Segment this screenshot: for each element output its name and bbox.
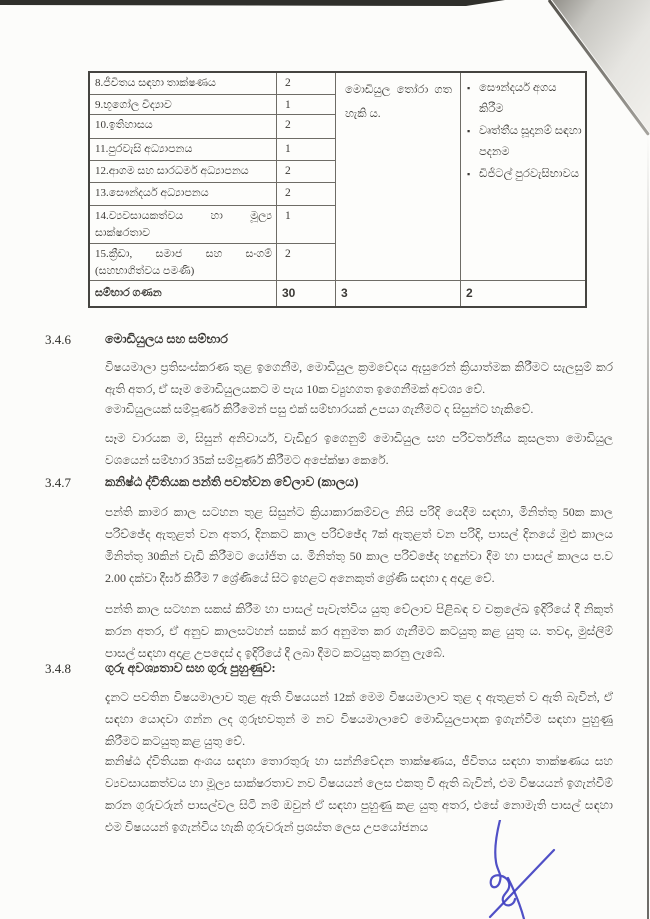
paragraph: දැනට පවතින විෂයමාලාව තුළ ඇති විෂයයන් 12ක් මෙම විෂයමාලාව තුළ ද ඇතුළත් ව ඇති බැවින්, ඒ සඳහා යොදවා ගන්න ලද ගුරුභවතුන් ම නව විෂයමාලාවේ මොඩියුලපාදක ඉගැන්වීම සඳහා පුහුණු කිරීමට කටයුතු කළ යුතු වේ. [105, 690, 613, 748]
table-cell-periods: 2 [277, 161, 336, 183]
table-cell-subject: 9.භූගෝල විද්‍යාව [90, 95, 277, 115]
paragraph: කනිෂ්ඨ ද්විතියක අංශය සඳහා තොරතුරු හා සන්නිවේදන තාක්ෂණය, ජීවිතය සඳහා තාක්ෂණය සහ ව්‍යවසායකත්වය හා මූල්‍ය සාක්ෂරතාව නව විෂයයන් ලෙස එකතු වී ඇති බැවින්, එම විෂයයන් ඉගැන්වීම් කරන ගුරුවරුන් පාසල්වල සිටී නම් ඔවුන් ඒ සඳහා පුහුණු කළ යුතු අතර, එසේ නොමැති පාසල් සඳහා එම විෂයයන් ඉගැන්විය හැකි ගුරුවරුන් ප්‍රශස්ත ලෙස උපයෝජනය [105, 754, 613, 834]
paragraph: සෑම වාරයක ම, සිසුන් අනිවාර්ය, වැඩිදුර ඉගෙනුම් මොඩියුල සහ පරිවර්තනීය කුසලතා මොඩියුල වශයෙන් සම්භාර 35ක් සම්පූර්ණ කිරීමට අපේක්ෂා කෙරේ. [105, 431, 613, 467]
subjects-credits-table [88, 71, 587, 308]
table-cell-subject: 12.ආගම සහ සාරධර්ම අධ්‍යාපනය [90, 161, 277, 183]
square-bullet-icon: ▪ [467, 126, 471, 136]
table-total-label: සම්භාර ගණන [90, 281, 277, 306]
outcome-label: ඩිජිටල් පුරවැසිභාවය [479, 168, 580, 180]
table-cell-periods: 2 [277, 115, 336, 139]
outcome-label: වෘත්තීය සූදානම් සඳහා පදනම [479, 125, 582, 158]
table-cell-subject: 14.ව්‍යවසායකත්වය හා මූල්‍ය සාක්ෂරතාව [90, 206, 277, 244]
paragraph: පන්ති කාල සටහන සකස් කිරීම හා පාසල් පැවැත්විය යුතු වේලාව පිළිබඳ ව චක්‍රලේඛ ඉදිරියේ දී නිකුත් කරන අතර, ඒ අනුව කාලසටහන් සකස් කර අනුමත කර ගැනීමට කටයුතු කළ යුතු ය. තවද, මුස්ලිම් පාසල් සඳහා අදාළ උපදෙස් ද ඉදිරියේ දී ලබා දීමට කටයුතු කරනු ලැබේ. [105, 602, 613, 660]
section-number: 3.4.7 [45, 475, 71, 490]
paragraph: මොඩියුලයක් සම්පූර්ණ කිරීමෙන් පසු එක් සම්භාරයක් උපයා ගැනීමට ද සිසුන්ට හැකිවේ. [105, 402, 534, 416]
handwritten-signature [462, 820, 572, 919]
section-title: කනිෂ්ඨ ද්විතියක පන්ති පවත්වන වේලාව (කාලය) [105, 475, 359, 489]
table-cell-subject: 15.ක්‍රීඩා, සමාජ සහ සංගම් (සහභාගිත්වය පමණි) [90, 244, 277, 281]
table-cell-periods: 1 [277, 206, 336, 244]
outcome-label: සෞන්දර්ය අගය කිරීම [479, 82, 557, 115]
square-bullet-icon: ▪ [467, 83, 471, 93]
table-cell-subject: 8.ජීවිතය සඳහා තාක්ෂණය [90, 73, 277, 95]
table-cell-periods: 1 [277, 95, 336, 115]
table-cell-periods: 2 [277, 183, 336, 206]
table-cell-outcomes [461, 73, 585, 281]
table-cell-module-note: මොඩියුල තෝරා ගත හැකි ය. [336, 73, 461, 281]
list-item [467, 78, 582, 120]
table-cell-subject: 13.සෞන්දර්ය අධ්‍යාපනය [90, 183, 277, 206]
section-number: 3.4.6 [45, 332, 71, 347]
table-cell-subject: 11.පුරවැසි අධ්‍යාපනය [90, 139, 277, 161]
table-total-col3: 3 [336, 281, 461, 306]
table-total-credits: 30 [277, 281, 336, 306]
paragraph: විෂයමාලා ප්‍රතිසංස්කරණ තුළ ඉගෙනීම, මොඩියුල ක්‍රමවේදය ඇසුරෙන් ක්‍රියාත්මක කිරීමට සැලසුම් කර ඇති අතර, ඒ සෑම මොඩියුලයකට ම පැය 10ක ව්‍යුහගත ඉගෙනීමක් අවශ්‍ය වේ. [105, 360, 613, 396]
paragraph: පන්ති කාමර කාල සටහන තුළ සිසුන්ට ක්‍රියාකාරකම්වල නිසි පරිදි යෙදීම සඳහා, මිනිත්තු 50ක කාල පරිච්ඡේද ඇතුළත් වන අතර, දිනකට කාල පරිච්ඡේද 7ක් ඇතුළත් වන පරිදි, පාසල් දිනයේ මුළු කාලය මිනිත්තු 30කින් වැඩි කිරීමට යෝජිත ය. මිනිත්තු 50 කාල පරිච්ඡේද හඳුන්වා දීම හා පාසල් කාලය ප.ව 2.00 දක්වා දීර්ඝ කිරීම 7 ශ්‍රේණියේ සිට ඉහළට අනෙකුත් ශ්‍රේණි සඳහා ද අදාළ වේ. [105, 505, 613, 585]
table-cell-periods: 1 [277, 139, 336, 161]
page-right-edge-shadow [647, 135, 649, 919]
table-cell-periods: 2 [277, 244, 336, 281]
table-cell-periods: 2 [277, 73, 336, 95]
list-item [467, 121, 582, 163]
section-title: ගුරු අවශ්‍යතාව සහ ගුරු පුහුණුව: [105, 661, 276, 675]
square-bullet-icon: ▪ [467, 169, 471, 179]
section-number: 3.4.8 [45, 661, 71, 676]
table-cell-subject: 10.ඉතිහාසය [90, 115, 277, 139]
table-total-col4: 2 [466, 286, 473, 300]
list-item [467, 164, 582, 185]
section-title: මොඩියුලය සහ සම්භාර [105, 332, 228, 346]
